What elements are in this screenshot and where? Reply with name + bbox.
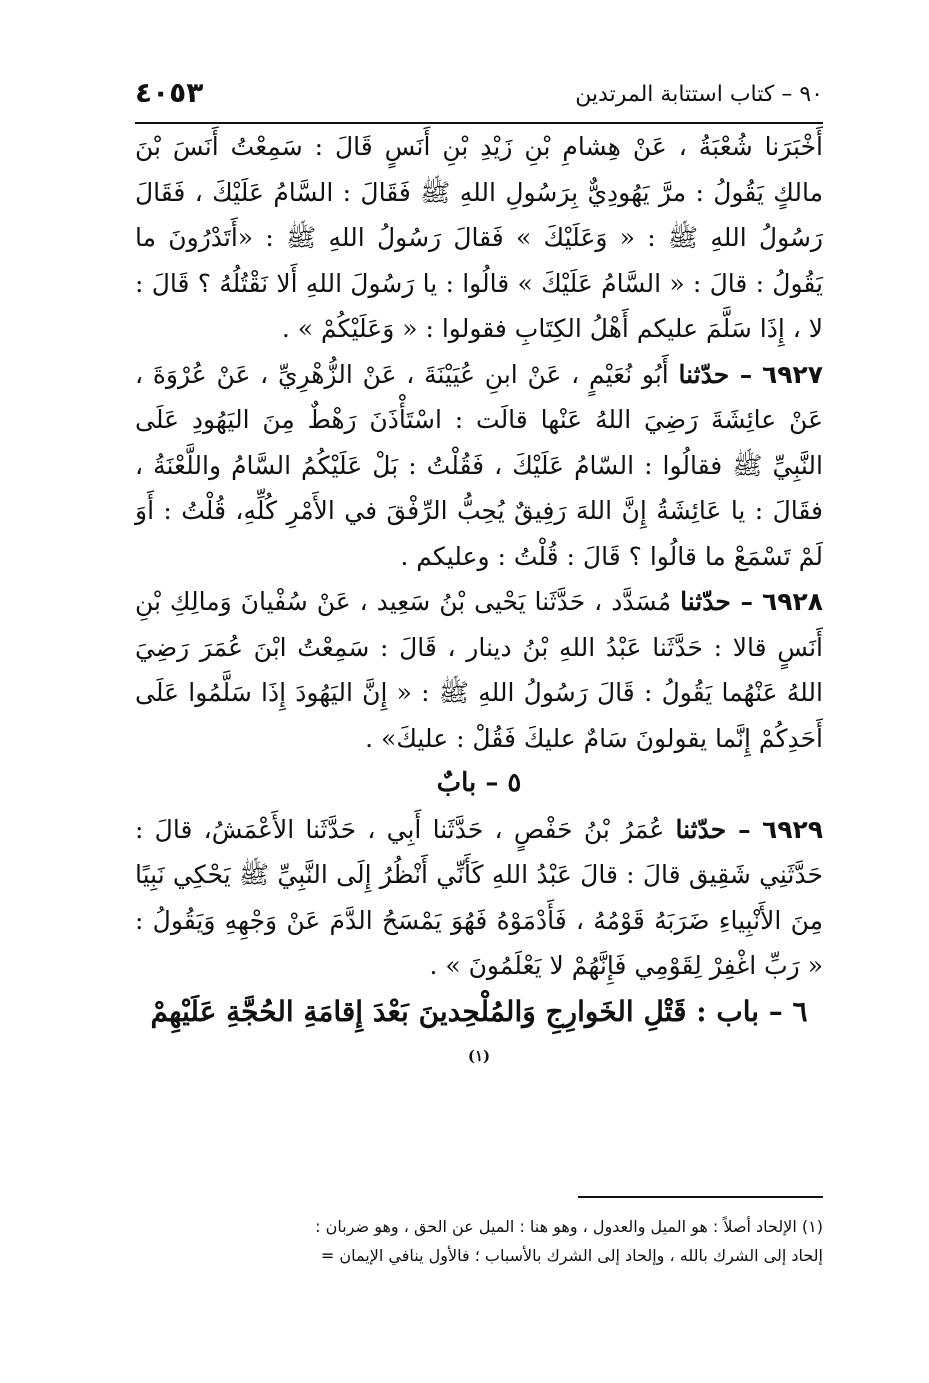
footnote-line: (١) الإلحاد أصلاً : هو الميل والعدول ، وهو هنا : الميل عن الحق ، وهو ضربان : bbox=[315, 1217, 823, 1236]
main-text bbox=[135, 124, 823, 1085]
paragraph-continuation bbox=[135, 124, 823, 352]
hadith-lead: حدّثنا bbox=[675, 814, 727, 844]
section-title-text: ٦ – باب : قَتْلِ الخَوارِجِ وَالمُلْحِدينَ بَعْدَ إِقامَةِ الحُجَّةِ عَلَيْهِمْ bbox=[150, 994, 808, 1028]
hadith-6928: ٦٩٢٨ – حدّثنا مُسَدَّد ، حَدَّثَنا يَحْيى بْنُ سَعِيد ، عَنْ سُفْيانَ وَمالِكِ بْنِ أَنَسٍ قالا : حَدَّثَنا عَبْدُ اللهِ بْنُ دينار ، قَالَ : سَمِعْتُ ابْنَ عُمَرَ رَضِيَ اللهُ عَنْهُما يَقُولُ : قَالَ رَسُولُ اللهِ ﷺ : « إِنَّ اليَهُودَ إِذَا سَلَّمُوا عَلَى أَحَدِكُمْ إِنَّما يقولونَ سَامٌ عليكَ فَقُلْ : عليكَ» . bbox=[135, 587, 823, 753]
hadith-number: ٦٩٢٧ bbox=[761, 359, 823, 389]
section-heading-5: ٥ – بابٌ bbox=[436, 768, 522, 798]
hadith-lead: حدّثنا bbox=[678, 359, 730, 389]
paragraph-text: مُسَدَّد ، حَدَّثَنا يَحْيى بْنُ سَعِيد ، عَنْ سُفْيانَ وَمالِكِ بْنِ أَنَسٍ قالا : حَدَّثَنا عَبْدُ اللهِ بْنُ دينار ، قَالَ : سَمِعْتُ ابْنَ عُمَرَ رَضِيَ اللهُ عَنْهُما يَقُولُ : قَالَ رَسُولُ اللهِ ﷺ : « إِنَّ اليَهُودَ إِذَا سَلَّمُوا عَلَى أَحَدِكُمْ إِنَّما يقولونَ سَامٌ عليكَ فَقُلْ : عليكَ» . bbox=[135, 587, 823, 753]
footnotes bbox=[135, 1212, 823, 1270]
section-heading-6 bbox=[135, 989, 823, 1085]
paragraph-text: أَخْبَرَنا شُعْبَةُ ، عَنْ هِشامِ بْنِ زَيْدِ بْنِ أَنَسٍ قَالَ : سَمِعْتُ أَنَسَ بْنَ مالكٍ يَقُولُ : مرَّ يَهُودِيٌّ بِرَسُولِ اللهِ ﷺ فَقَالَ : السَّامُ عَلَيْكَ ، فَقَالَ رَسُولُ اللهِ ﷺ : « وَعَلَيْكَ » فَقالَ رَسُولُ اللهِ ﷺ : «أَتَدْرُونَ ما يَقُولُ : قالَ : « السَّامُ عَلَيْكَ » قالُوا : يا رَسُولَ اللهِ أَلا نَقْتُلُهُ ؟ قَالَ : لا ، إِذَا سَلَّمَ عليكم أَهْلُ الكِتَابِ فقولوا : « وَعَلَيْكُمْ » . bbox=[135, 132, 823, 343]
footnote-reference: (١) bbox=[467, 1047, 491, 1065]
footnote-divider bbox=[578, 1196, 823, 1198]
chapter-title: ٩٠ – كتاب استتابة المرتدين bbox=[575, 82, 823, 107]
hadith-lead: حدّثنا bbox=[680, 587, 731, 616]
hadith-6927: ٦٩٢٧ – حدّثنا أَبُو نُعَيْمٍ ، عَنْ ابنِ عُيَيْنَةَ ، عَنْ الزُّهْرِيِّ ، عَنْ عُرْوَةَ ، عَنْ عائِشَةَ رَضِيَ اللهُ عَنْها قالَت : اسْتَأْذَنَ رَهْطٌ مِنَ اليَهُودِ عَلَى النَّبِيِّ ﷺ فقالُوا : السّامُ عَلَيْكَ ، فَقُلْتُ : بَلْ عَلَيْكُمُ السَّامُ واللَّعْنَةُ ، فقَالَ : يا عَائِشَةُ إِنَّ اللهَ رَفِيقٌ يُحِبُّ الرِّفْقَ في الأَمْرِ كُلِّهِ، قُلْتُ : أَوَ لَمْ تَسْمَعْ ما قالُوا ؟ قَالَ : قُلْتُ : وعليكم . bbox=[135, 359, 823, 571]
hadith-number: ٦٩٢٩ bbox=[761, 814, 823, 844]
page-number: ٤٠٥٣ bbox=[135, 76, 204, 109]
hadith-6929: ٦٩٢٩ – حدّثنا عُمَرُ بْنُ حَفْصٍ ، حَدَّثَنا أَبِي ، حَدَّثَنا الأَعْمَشُ، قالَ : حَدَّثَنِي شَقِيق قالَ : قالَ عَبْدُ اللهِ كَأَنِّي أَنْظُرُ إِلَى النَّبِيِّ ﷺ يَحْكِي نَبِيًا مِنَ الأَنْبِياءِ ضَرَبَهُ قَوْمُهُ ، فَأَدْمَوْهُ فَهُوَ يَمْسَحُ الدَّمَ عَنْ وَجْهِهِ وَيَقُولُ : « رَبِّ اغْفِرْ لِقَوْمِي فَإِنَّهُمْ لا يَعْلَمُونَ » . bbox=[135, 814, 823, 980]
paragraph-text: أَبُو نُعَيْمٍ ، عَنْ ابنِ عُيَيْنَةَ ، عَنْ الزُّهْرِيِّ ، عَنْ عُرْوَةَ ، عَنْ عائِشَةَ رَضِيَ اللهُ عَنْها قالَت : اسْتَأْذَنَ رَهْطٌ مِنَ اليَهُودِ عَلَى النَّبِيِّ ﷺ فقالُوا : السّامُ عَلَيْكَ ، فَقُلْتُ : بَلْ عَلَيْكُمُ السَّامُ واللَّعْنَةُ ، فقَالَ : يا عَائِشَةُ إِنَّ اللهَ رَفِيقٌ يُحِبُّ الرِّفْقَ في الأَمْرِ كُلِّهِ، قُلْتُ : أَوَ لَمْ تَسْمَعْ ما قالُوا ؟ قَالَ : قُلْتُ : وعليكم . bbox=[135, 359, 823, 571]
page-header bbox=[135, 74, 823, 120]
footnote-line: إلحاد إلى الشرك بالله ، وإلحاد إلى الشرك بالأسباب ؛ فالأول ينافي الإيمان = bbox=[320, 1246, 823, 1265]
hadith-number: ٦٩٢٨ bbox=[761, 587, 823, 616]
paragraph-text: عُمَرُ بْنُ حَفْصٍ ، حَدَّثَنا أَبِي ، حَدَّثَنا الأَعْمَشُ، قالَ : حَدَّثَنِي شَقِيق قالَ : قالَ عَبْدُ اللهِ كَأَنِّي أَنْظُرُ إِلَى النَّبِيِّ ﷺ يَحْكِي نَبِيًا مِنَ الأَنْبِياءِ ضَرَبَهُ قَوْمُهُ ، فَأَدْمَوْهُ فَهُوَ يَمْسَحُ الدَّمَ عَنْ وَجْهِهِ وَيَقُولُ : « رَبِّ اغْفِرْ لِقَوْمِي فَإِنَّهُمْ لا يَعْلَمُونَ » . bbox=[135, 814, 823, 980]
